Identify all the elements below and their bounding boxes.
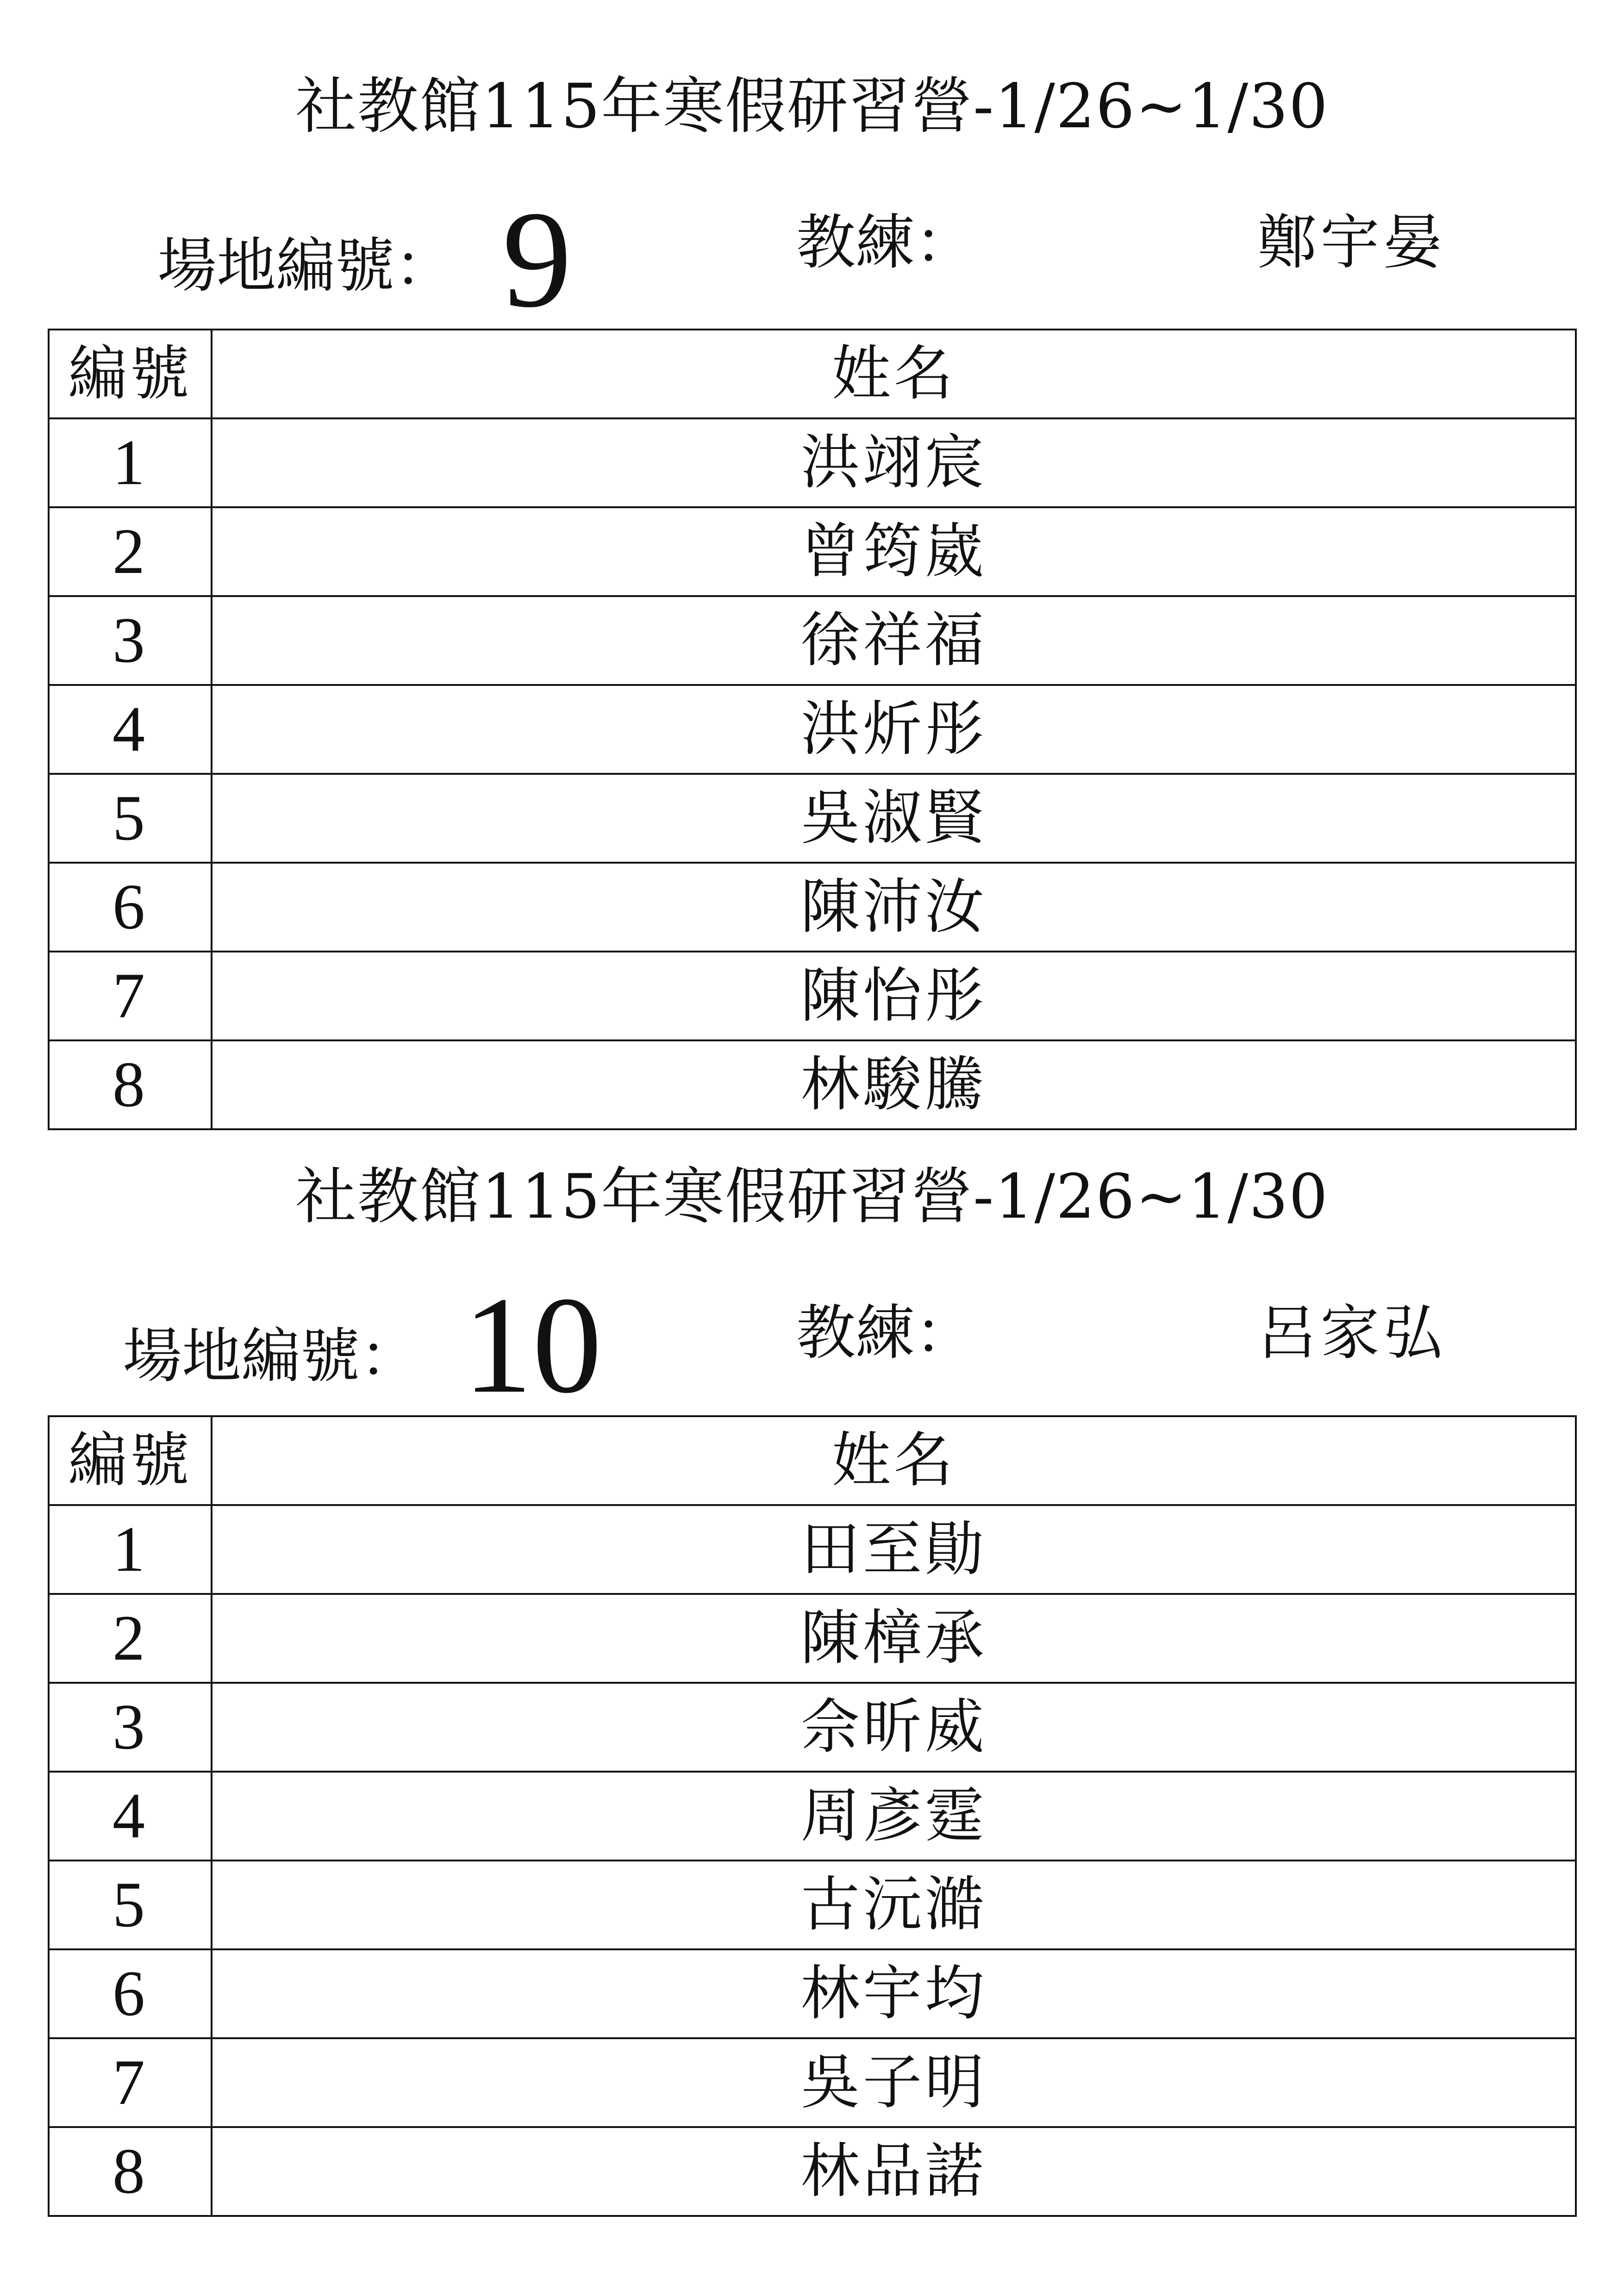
row-name: 吳子明: [212, 2038, 1576, 2127]
venue-label: 場地編號：: [123, 1322, 419, 1391]
header-name: 姓名: [212, 1416, 1576, 1505]
table-row: [49, 1772, 1576, 1860]
table-row: [49, 1594, 1576, 1683]
table-row: [49, 2127, 1576, 2216]
roster-table: [48, 1415, 1577, 2217]
table-row: [49, 774, 1576, 863]
table-row: [49, 1505, 1576, 1594]
row-number: 1: [49, 1505, 212, 1594]
table-header-row: [49, 1416, 1576, 1505]
roster-table: [48, 329, 1577, 1130]
row-number: 7: [49, 952, 212, 1040]
row-name: 田至勛: [212, 1505, 1576, 1594]
row-name: 曾筠崴: [212, 507, 1576, 596]
coach-name: 鄭宇晏: [1257, 208, 1446, 277]
row-name: 林駿騰: [212, 1040, 1576, 1129]
table-row: [49, 2038, 1576, 2127]
row-number: 4: [49, 685, 212, 774]
row-number: 8: [49, 2127, 212, 2216]
row-name: 周彥霆: [212, 1772, 1576, 1860]
table-row: [49, 1860, 1576, 1949]
table-row: [49, 685, 1576, 774]
row-name: 林品諾: [212, 2127, 1576, 2216]
venue-label: 場地編號：: [157, 231, 454, 300]
row-number: 5: [49, 774, 212, 863]
header-number: 編號: [49, 1416, 212, 1505]
row-name: 陳怡彤: [212, 952, 1576, 1040]
camp-title: 社教館115年寒假研習營-1/26~1/30: [295, 71, 1329, 142]
table-row: [49, 507, 1576, 596]
header-number: 編號: [49, 330, 212, 418]
row-name: 吳淑賢: [212, 774, 1576, 863]
table-row: [49, 952, 1576, 1040]
row-name: 洪炘彤: [212, 685, 1576, 774]
table-row: [49, 596, 1576, 685]
row-name: 林宇均: [212, 1949, 1576, 2038]
table-header-row: [49, 330, 1576, 418]
table-row: [49, 1040, 1576, 1129]
row-name: 洪翊宸: [212, 418, 1576, 507]
venue-number: 10: [463, 1268, 602, 1422]
coach-name: 呂家弘: [1257, 1299, 1446, 1368]
table-row: [49, 1683, 1576, 1772]
row-number: 4: [49, 1772, 212, 1860]
coach-label: 教練：: [796, 1299, 974, 1368]
table-row: [49, 418, 1576, 507]
row-number: 7: [49, 2038, 212, 2127]
row-number: 2: [49, 507, 212, 596]
row-number: 3: [49, 596, 212, 685]
row-number: 8: [49, 1040, 212, 1129]
camp-title: 社教館115年寒假研習營-1/26~1/30: [295, 1161, 1329, 1232]
row-name: 陳樟承: [212, 1594, 1576, 1683]
row-number: 5: [49, 1860, 212, 1949]
row-number: 6: [49, 863, 212, 952]
row-name: 佘昕威: [212, 1683, 1576, 1772]
row-number: 1: [49, 418, 212, 507]
row-number: 6: [49, 1949, 212, 2038]
venue-number: 9: [502, 182, 572, 336]
row-number: 2: [49, 1594, 212, 1683]
table-row: [49, 1949, 1576, 2038]
header-name: 姓名: [212, 330, 1576, 418]
row-name: 陳沛汝: [212, 863, 1576, 952]
coach-label: 教練：: [796, 208, 974, 277]
row-name: 古沅澔: [212, 1860, 1576, 1949]
row-number: 3: [49, 1683, 212, 1772]
table-row: [49, 863, 1576, 952]
row-name: 徐祥福: [212, 596, 1576, 685]
